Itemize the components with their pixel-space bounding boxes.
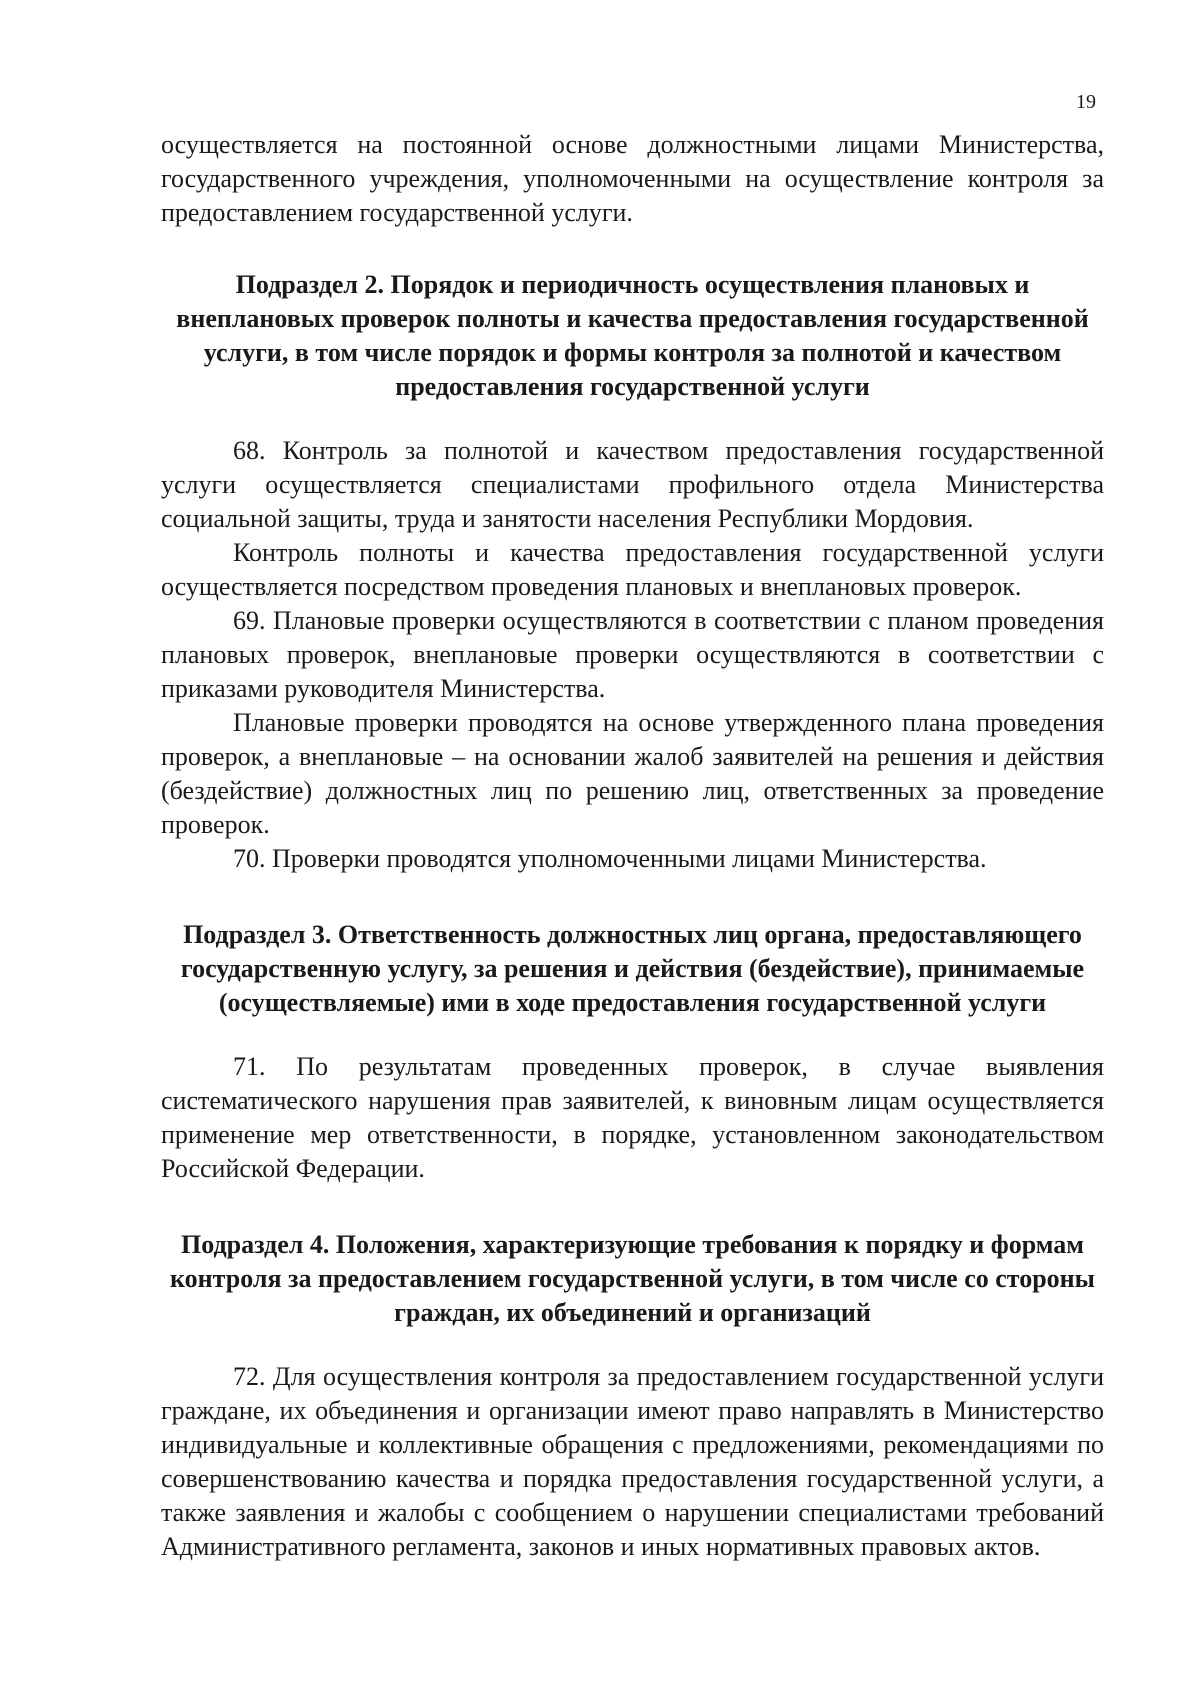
paragraph-continued: осуществляется на постоянной основе должностными лицами Министерства, государственного учреждения, уполномоченными на осуществление контроля за предоставлением государственной услуги. [161,130,1104,227]
section-heading: Подраздел 3. Ответственность должностных лиц органа, предоставляющего государственную услугу, за решения и действия (бездействие), принимаемые (осуществляемые) ими в ходе предоставления государственной услуги [180,920,1085,1017]
section-heading: Подраздел 4. Положения, характеризующие требования к порядку и формам контроля за предоставлением государственной услуги, в том числе со стороны граждан, их объединений и организаций [170,1230,1095,1327]
section-subsection-3 [161,918,1104,1186]
paragraph-68: 68. Контроль за полнотой и качеством предоставления государственной услуги осуществляется специалистами профильного отдела Министерства социальной защиты, труда и занятости населения Республики Мордовия. [161,436,1104,533]
page-number: 19 [1076,91,1096,113]
section-subsection-4 [161,1228,1104,1564]
paragraph-71: 71. По результатам проведенных проверок, в случае выявления систематического нарушения прав заявителей, к виновным лицам осуществляется применение мер ответственности, в порядке, установленном законодательством Российской Федерации. [161,1052,1104,1183]
section-subsection-2 [161,268,1104,876]
paragraph-70: 70. Проверки проводятся уполномоченными лицами Министерства. [233,844,987,873]
paragraph-control: Контроль полноты и качества предоставления государственной услуги осуществляется посредством проведения плановых и внеплановых проверок. [161,538,1104,601]
section-heading: Подраздел 2. Порядок и периодичность осуществления плановых и внеплановых проверок полноты и качества предоставления государственной услуги, в том числе порядок и формы контроля за полнотой и качеством предоставления государственной услуги [176,270,1089,401]
paragraph-planned-checks: Плановые проверки проводятся на основе утвержденного плана проведения проверок, а внеплановые – на основании жалоб заявителей на решения и действия (бездействие) должностных лиц по решению лиц, ответственных за проведение проверок. [161,708,1104,839]
document-body [161,128,1104,1564]
paragraph-72: 72. Для осуществления контроля за предоставлением государственной услуги граждане, их объединения и организации имеют право направлять в Министерство индивидуальные и коллективные обращения с предложениями, рекомендациями по совершенствованию качества и порядка предоставления государственной услуги, а также заявления и жалобы с сообщением о нарушении специалистами требований Административного регламента, законов и иных нормативных правовых актов. [161,1362,1104,1561]
paragraph-69: 69. Плановые проверки осуществляются в соответствии с планом проведения плановых проверок, внеплановые проверки осуществляются в соответствии с приказами руководителя Министерства. [161,606,1104,703]
